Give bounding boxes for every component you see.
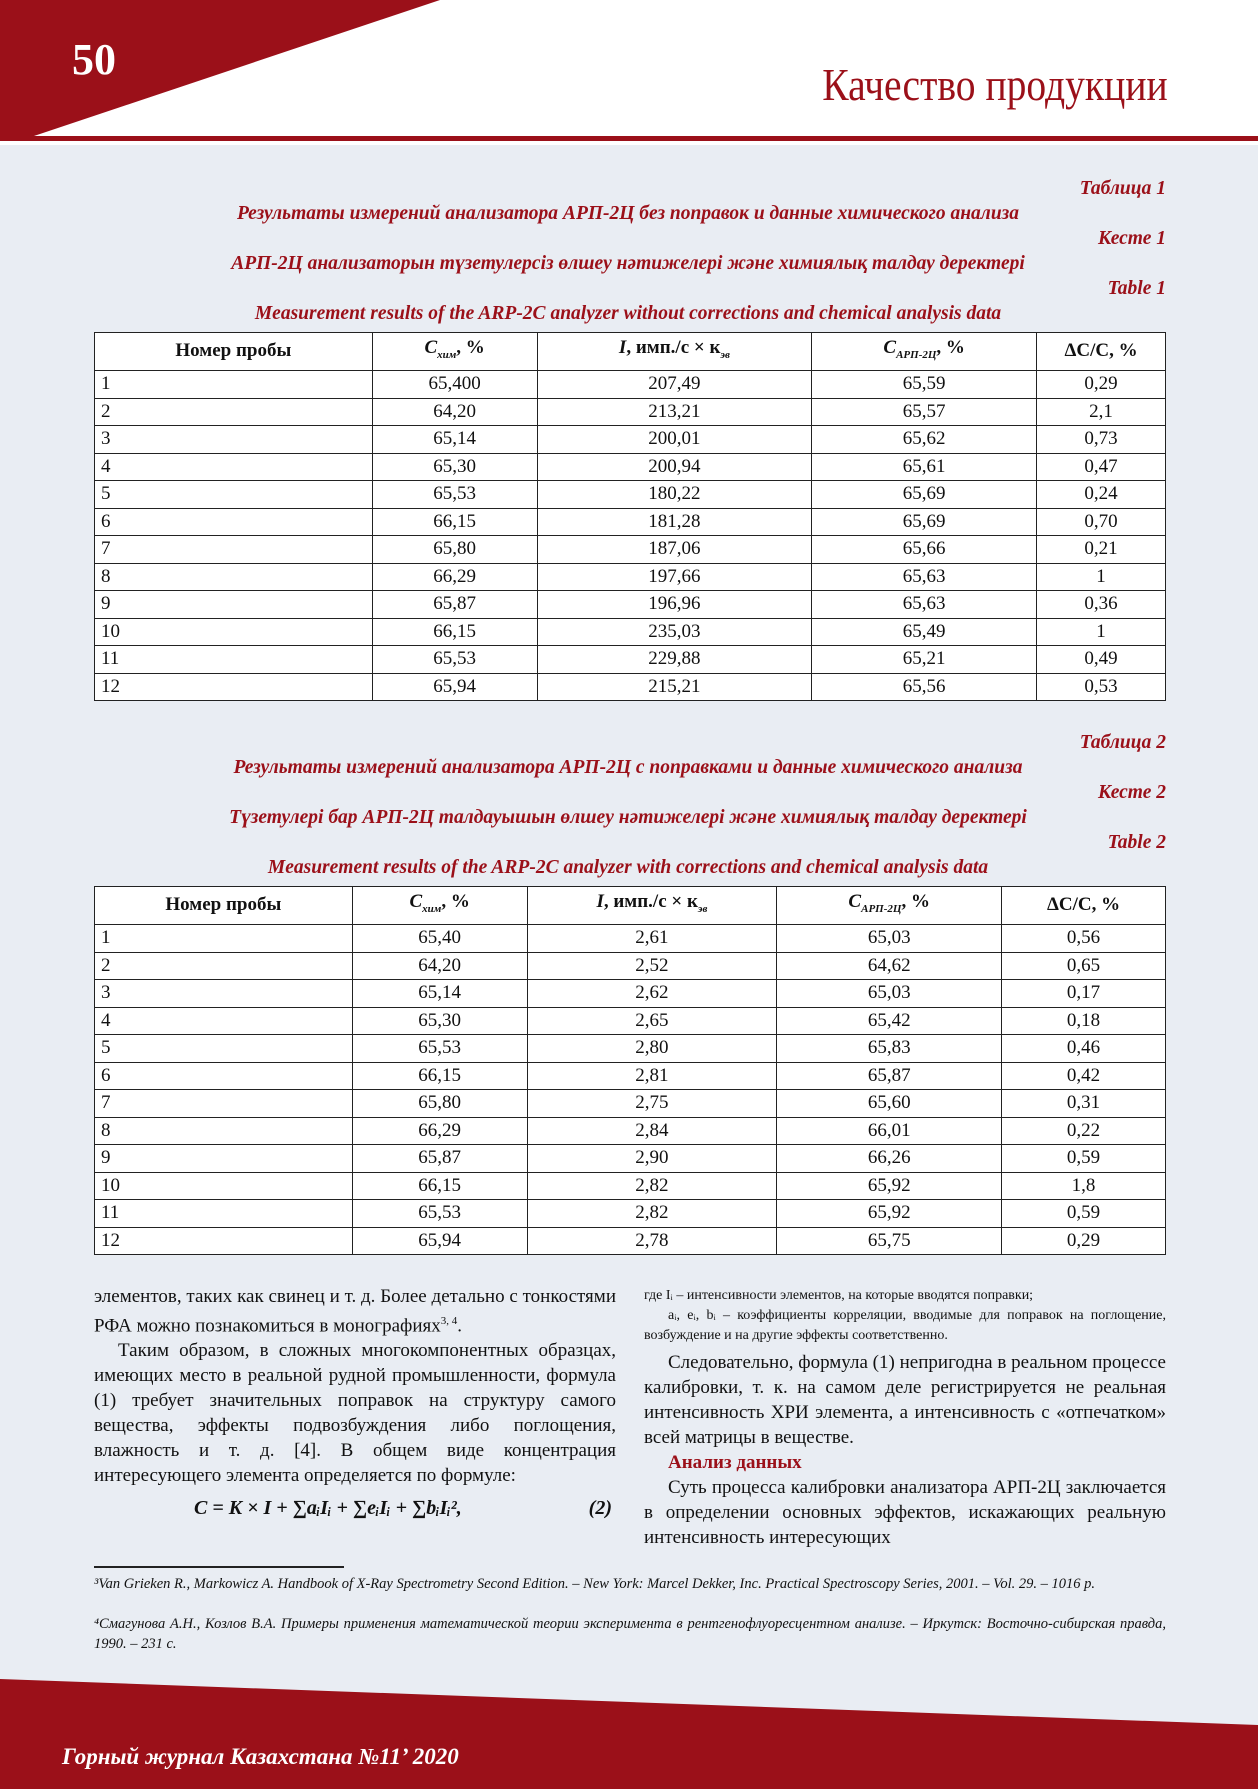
table1-row	[95, 508, 1166, 536]
table1-cell: 0,36	[1037, 591, 1166, 619]
table1-cell: 235,03	[537, 618, 812, 646]
table1-cell: 1	[1037, 563, 1166, 591]
table1-cell: 0,29	[1037, 371, 1166, 399]
table1-cell: 65,30	[372, 453, 537, 481]
table1-cell: 197,66	[537, 563, 812, 591]
table2-cell: 65,75	[777, 1227, 1002, 1255]
table2-cell: 7	[95, 1090, 353, 1118]
table2-row	[95, 1035, 1166, 1063]
table1-cell: 65,14	[372, 426, 537, 454]
table1-cell: 65,66	[812, 536, 1037, 564]
table1-cell: 207,49	[537, 371, 812, 399]
table2-cell: 65,53	[352, 1035, 527, 1063]
table1-cell: 64,20	[372, 398, 537, 426]
table2-cell: 64,62	[777, 952, 1002, 980]
table2-row	[95, 1007, 1166, 1035]
footer-banner	[0, 1675, 1258, 1789]
left-column	[94, 1284, 616, 1532]
table2-cell: 12	[95, 1227, 353, 1255]
table1-cell: 2	[95, 398, 373, 426]
table2-cell: 65,80	[352, 1090, 527, 1118]
table1-cell: 4	[95, 453, 373, 481]
footnote-4: ⁴Смагунова А.Н., Козлов В.А. Примеры применения математической теории эксперимента в рентгенофлуоресцентном анализе. – Иркутск: Восточно-сибирская правда, 1990. – 231 с.	[94, 1616, 1166, 1652]
table2-cell: 0,59	[1002, 1145, 1166, 1173]
table1-row	[95, 673, 1166, 701]
table1-cell: 0,47	[1037, 453, 1166, 481]
table2-caption	[90, 730, 1166, 880]
table1-cell: 0,53	[1037, 673, 1166, 701]
left-paragraph-2: Таким образом, в сложных многокомпонентных образцах, имеющих место в реальной рудной промышленности, формула (1) требует значительных поправок на структуру самого вещества, эффекты подвозбуждения либо поглощения, влажность и т. д. [4]. В общем виде концентрация интересующего элемента определяется по формуле:	[94, 1340, 616, 1487]
table2-cell: 0,22	[1002, 1117, 1166, 1145]
table2-col-header-0: Номер пробы	[95, 887, 353, 925]
table2-col-header-3: $C_{АРП-2Ц}$, %	[777, 887, 1002, 925]
table1-row	[95, 563, 1166, 591]
table2-cell: 10	[95, 1172, 353, 1200]
table1-cell: 65,63	[812, 563, 1037, 591]
table1-cell: 66,15	[372, 508, 537, 536]
table1-body	[95, 371, 1166, 701]
table2-cell: 1	[95, 925, 353, 953]
table2-cell: 65,42	[777, 1007, 1002, 1035]
table1-title-kz: АРП-2Ц анализаторын түзетулерсіз өлшеу нәтижелері және химиялық талдау деректері	[231, 253, 1025, 274]
table2-cell: 64,20	[352, 952, 527, 980]
table1-cell: 1	[1037, 618, 1166, 646]
table2-cell: 2,81	[527, 1062, 777, 1090]
table1-cell: 65,80	[372, 536, 537, 564]
table1-row	[95, 481, 1166, 509]
table2-cell: 65,92	[777, 1172, 1002, 1200]
table2-cell: 0,29	[1002, 1227, 1166, 1255]
table2-cell: 2,65	[527, 1007, 777, 1035]
table2-cell: 9	[95, 1145, 353, 1173]
table2-row	[95, 1117, 1166, 1145]
table1-cell: 65,56	[812, 673, 1037, 701]
table2-col-header-4: ΔC/C, %	[1002, 887, 1166, 925]
footnote-3: ³Van Grieken R., Markowicz A. Handbook of X-Ray Spectrometry Second Edition. – New York: Marcel Dekker, Inc. Practical Spectroscopy Series, 2001. – Vol. 29. – 1016 p.	[94, 1576, 1096, 1592]
table1-cell: 65,69	[812, 481, 1037, 509]
table1-label-ru: Таблица 1	[1079, 178, 1166, 199]
right-paragraph-1: Следовательно, формула (1) непригодна в реальном процессе калибровки, т. к. на самом деле регистрируется не реальная интенсивность ХРИ элемента, а интенсивность с «отпечатком» всей матрицы в веществе.	[644, 1352, 1166, 1448]
table2-cell: 3	[95, 980, 353, 1008]
table2-cell: 65,87	[352, 1145, 527, 1173]
table2-cell: 0,17	[1002, 980, 1166, 1008]
table1-cell: 0,21	[1037, 536, 1166, 564]
table2-cell: 65,53	[352, 1200, 527, 1228]
table1-cell: 65,69	[812, 508, 1037, 536]
table1-cell: 65,87	[372, 591, 537, 619]
left-paragraph-1: элементов, таких как свинец и т. д. Более детально с тонкостями РФА можно познакомиться в монографиях$^{3, 4}$.	[94, 1286, 616, 1337]
table1-cell: 65,94	[372, 673, 537, 701]
table2-cell: 66,29	[352, 1117, 527, 1145]
table1-col-header-2: I, $имп./с \times к_{эв}$	[537, 333, 812, 371]
table1-cell: 0,70	[1037, 508, 1166, 536]
table2-body	[95, 925, 1166, 1255]
table2-label-kz: Кесте 2	[1098, 782, 1166, 803]
footnote-ref: 3, 4	[440, 1315, 458, 1327]
footnote-divider	[94, 1566, 344, 1568]
table1	[94, 332, 1166, 701]
variable-note-1: где Iᵢ – интенсивности элементов, на которые вводятся поправки;	[644, 1288, 1034, 1303]
table2-cell: 2,62	[527, 980, 777, 1008]
table2-col-header-1: $C_{хим}$, %	[352, 887, 527, 925]
formula-2	[94, 1492, 616, 1532]
table1-cell: 65,53	[372, 646, 537, 674]
table1-cell: 215,21	[537, 673, 812, 701]
table1-label-en: Table 1	[1107, 278, 1166, 299]
table1-cell: 7	[95, 536, 373, 564]
table2-row	[95, 1145, 1166, 1173]
table1-cell: 12	[95, 673, 373, 701]
table2-cell: 65,40	[352, 925, 527, 953]
table1-cell: 65,53	[372, 481, 537, 509]
table1-row	[95, 426, 1166, 454]
table2-cell: 2,80	[527, 1035, 777, 1063]
table2-title-ru: Результаты измерений анализатора АРП-2Ц с поправками и данные химического анализа	[233, 757, 1023, 778]
table1-cell: 66,15	[372, 618, 537, 646]
table1-header-row	[95, 333, 1166, 371]
table1-cell: 229,88	[537, 646, 812, 674]
table1-cell: 65,21	[812, 646, 1037, 674]
table2-cell: 65,03	[777, 925, 1002, 953]
table2-row	[95, 980, 1166, 1008]
table1-cell: 5	[95, 481, 373, 509]
table1-cell: 2,1	[1037, 398, 1166, 426]
table2-row	[95, 1227, 1166, 1255]
table2-row	[95, 1090, 1166, 1118]
table2-header-row	[95, 887, 1166, 925]
table1-cell: 65,59	[812, 371, 1037, 399]
table2-cell: 65,03	[777, 980, 1002, 1008]
table1-cell: 200,94	[537, 453, 812, 481]
table2-cell: 2,61	[527, 925, 777, 953]
table1-row	[95, 618, 1166, 646]
table1-caption	[90, 176, 1166, 326]
table2-cell: 0,65	[1002, 952, 1166, 980]
table2-cell: 2,78	[527, 1227, 777, 1255]
table1-row	[95, 591, 1166, 619]
table2-row	[95, 952, 1166, 980]
right-paragraph-2: Суть процесса калибровки анализатора АРП-2Ц заключается в определении основных эффектов, искажающих реальную интенсивность интересующих	[644, 1477, 1166, 1548]
table2-cell: 1,8	[1002, 1172, 1166, 1200]
table1-row	[95, 453, 1166, 481]
table2-cell: 6	[95, 1062, 353, 1090]
table2-row	[95, 925, 1166, 953]
table2-cell: 0,42	[1002, 1062, 1166, 1090]
formula-expression: C = K × I + ∑aᵢIᵢ + ∑eᵢIᵢ + ∑bᵢIᵢ²,	[194, 1497, 462, 1520]
section-title: Качество продукции	[822, 59, 1168, 110]
table1-row	[95, 536, 1166, 564]
table2-cell: 65,30	[352, 1007, 527, 1035]
table1-title-en: Measurement results of the ARP-2C analyzer without corrections and chemical analysis data	[254, 303, 1002, 324]
table2	[94, 886, 1166, 1255]
table1-cell: 6	[95, 508, 373, 536]
table2-cell: 66,15	[352, 1172, 527, 1200]
table2-cell: 2,82	[527, 1172, 777, 1200]
table2-cell: 0,46	[1002, 1035, 1166, 1063]
table1-cell: 181,28	[537, 508, 812, 536]
table1-cell: 66,29	[372, 563, 537, 591]
table2-cell: 4	[95, 1007, 353, 1035]
table2-row	[95, 1062, 1166, 1090]
table2-cell: 65,14	[352, 980, 527, 1008]
table1-col-header-1: $C_{хим}$, %	[372, 333, 537, 371]
table2-col-header-2: I, $имп./с \times к_{эв}$	[527, 887, 777, 925]
variable-note-2: aᵢ, eᵢ, bᵢ – коэффициенты корреляции, вводимые для поправок на поглощение, возбуждение и на другие эффекты соответственно.	[644, 1308, 1166, 1343]
right-column	[644, 1286, 1166, 1550]
table1-cell: 180,22	[537, 481, 812, 509]
table2-cell: 2,84	[527, 1117, 777, 1145]
table2-cell: 2,52	[527, 952, 777, 980]
table2-row	[95, 1172, 1166, 1200]
table1-cell: 3	[95, 426, 373, 454]
table2-cell: 2,82	[527, 1200, 777, 1228]
table1-row	[95, 398, 1166, 426]
table1-cell: 10	[95, 618, 373, 646]
table2-cell: 0,18	[1002, 1007, 1166, 1035]
page-number: 50	[72, 35, 116, 84]
table1-row	[95, 371, 1166, 399]
table2-cell: 2,75	[527, 1090, 777, 1118]
table1-col-header-0: Номер пробы	[95, 333, 373, 371]
table1-col-header-4: ΔC/C, %	[1037, 333, 1166, 371]
table2-row	[95, 1200, 1166, 1228]
table1-cell: 65,61	[812, 453, 1037, 481]
table1-cell: 196,96	[537, 591, 812, 619]
table2-cell: 8	[95, 1117, 353, 1145]
table1-cell: 0,73	[1037, 426, 1166, 454]
subheading-analysis: Анализ данных	[668, 1452, 802, 1473]
formula-number: (2)	[588, 1497, 612, 1520]
table2-cell: 0,56	[1002, 925, 1166, 953]
table2-cell: 2	[95, 952, 353, 980]
table2-title-en: Measurement results of the ARP-2C analyzer with corrections and chemical analysis data	[267, 857, 989, 878]
table1-cell: 0,49	[1037, 646, 1166, 674]
table2-cell: 65,60	[777, 1090, 1002, 1118]
table1-col-header-3: $C_{АРП-2Ц}$, %	[812, 333, 1037, 371]
table2-cell: 11	[95, 1200, 353, 1228]
table2-cell: 65,87	[777, 1062, 1002, 1090]
table1-cell: 65,400	[372, 371, 537, 399]
table2-cell: 65,83	[777, 1035, 1002, 1063]
table2-cell: 66,26	[777, 1145, 1002, 1173]
table1-cell: 0,24	[1037, 481, 1166, 509]
journal-title: Горный журнал Казахстана №11’ 2020	[62, 1744, 459, 1769]
table2-cell: 0,59	[1002, 1200, 1166, 1228]
table1-label-kz: Кесте 1	[1098, 228, 1166, 249]
table1-cell: 9	[95, 591, 373, 619]
table1-cell: 65,62	[812, 426, 1037, 454]
table2-title-kz: Түзетулері бар АРП-2Ц талдауышын өлшеу нәтижелері және химиялық талдау деректері	[229, 807, 1027, 828]
table1-cell: 187,06	[537, 536, 812, 564]
table2-cell: 66,01	[777, 1117, 1002, 1145]
table2-cell: 65,94	[352, 1227, 527, 1255]
table2-label-ru: Таблица 2	[1079, 732, 1166, 753]
table1-row	[95, 646, 1166, 674]
table1-cell: 200,01	[537, 426, 812, 454]
table1-title-ru: Результаты измерений анализатора АРП-2Ц без поправок и данные химического анализа	[236, 203, 1020, 224]
table1-cell: 11	[95, 646, 373, 674]
table2-cell: 65,92	[777, 1200, 1002, 1228]
table1-cell: 213,21	[537, 398, 812, 426]
table2-cell: 2,90	[527, 1145, 777, 1173]
table1-cell: 65,63	[812, 591, 1037, 619]
table1-cell: 1	[95, 371, 373, 399]
table2-cell: 5	[95, 1035, 353, 1063]
table1-cell: 65,49	[812, 618, 1037, 646]
table1-cell: 65,57	[812, 398, 1037, 426]
table2-cell: 66,15	[352, 1062, 527, 1090]
table1-cell: 8	[95, 563, 373, 591]
table2-cell: 0,31	[1002, 1090, 1166, 1118]
table2-label-en: Table 2	[1107, 832, 1166, 853]
